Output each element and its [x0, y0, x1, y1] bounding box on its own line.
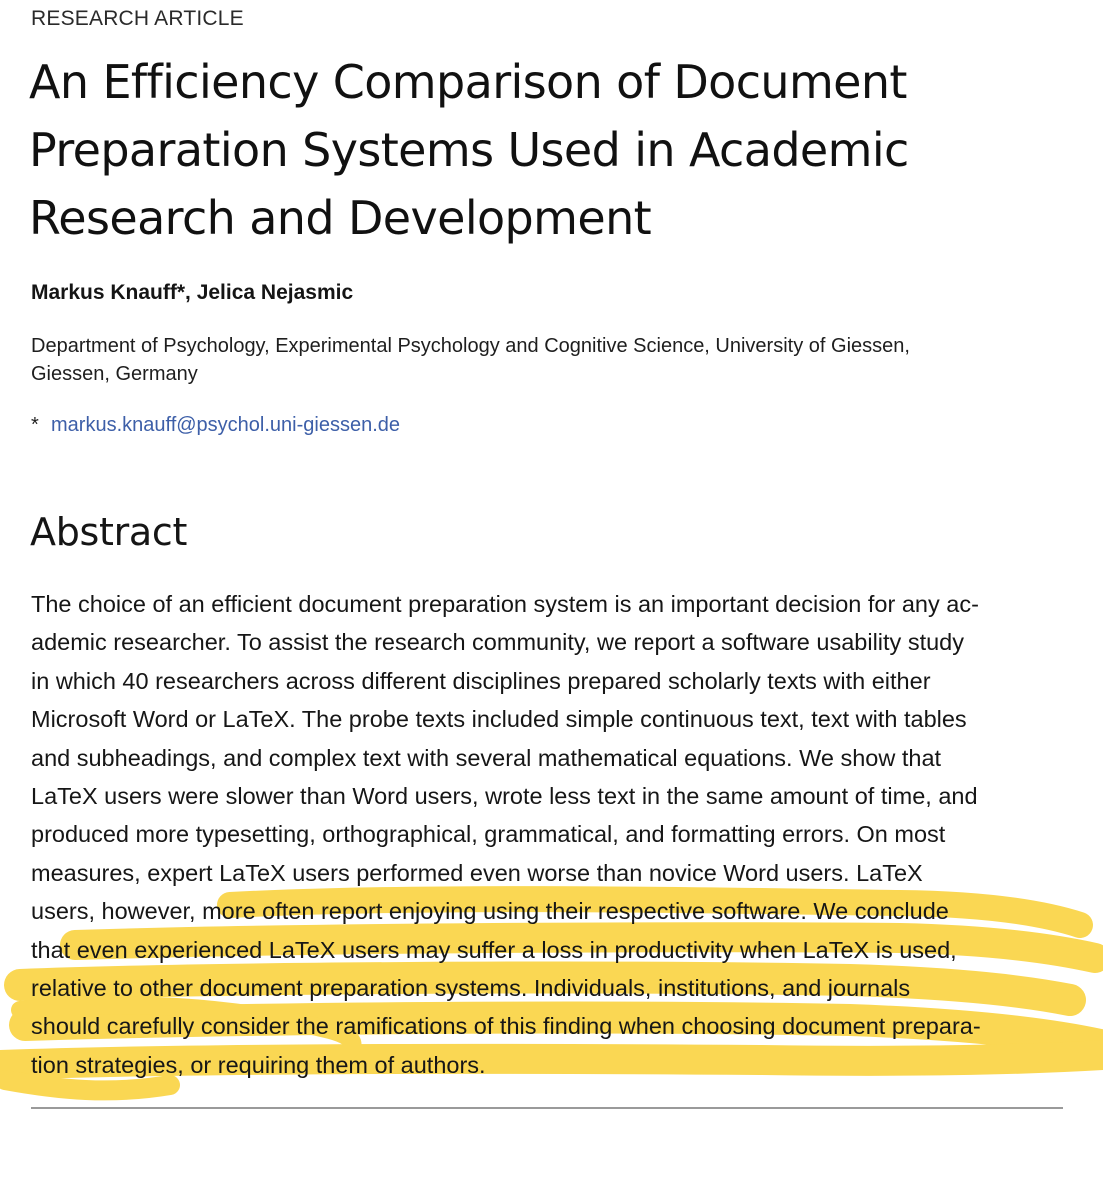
abstract-line: measures, expert LaTeX users performed even worse than novice Word users. LaTeX: [31, 859, 923, 886]
article-type-label: RESEARCH ARTICLE: [31, 7, 244, 30]
abstract-heading: Abstract: [30, 510, 188, 554]
abstract-line: ademic researcher. To assist the research community, we report a software usability study: [31, 629, 965, 656]
title-line: Preparation Systems Used in Academic: [29, 123, 909, 177]
abstract-line: The choice of an efficient document preparation system is an important decision for any ac-: [31, 591, 979, 617]
section-divider: [31, 1107, 1063, 1109]
correspondence-marker: *: [31, 414, 39, 436]
email-link[interactable]: markus.knauff@psychol.uni-giessen.de: [51, 414, 401, 436]
affiliation: [31, 332, 1011, 388]
abstract-line: that even experienced LaTeX users may suffer a loss in productivity when LaTeX is used,: [31, 936, 957, 963]
correspondence: [31, 414, 400, 437]
abstract-line: LaTeX users were slower than Word users, wrote less text in the same amount of time, and: [31, 783, 978, 810]
abstract-line: and subheadings, and complex text with several mathematical equations. We show that: [31, 744, 942, 771]
abstract-line: tion strategies, or requiring them of authors.: [31, 1051, 486, 1078]
abstract-line: users, however, more often report enjoying using their respective software. We conclude: [31, 898, 949, 925]
abstract-body: [31, 585, 1061, 1084]
article-title: [29, 48, 989, 252]
abstract-line: should carefully consider the ramifications of this finding when choosing document prepara-: [31, 1013, 981, 1040]
abstract-line: produced more typesetting, orthographical, grammatical, and formatting errors. On most: [31, 821, 946, 848]
title-line: Research and Development: [29, 191, 652, 245]
affiliation-line: Giessen, Germany: [31, 363, 198, 385]
abstract-line: in which 40 researchers across different disciplines prepared scholarly texts with either: [31, 667, 931, 694]
affiliation-line: Department of Psychology, Experimental Psychology and Cognitive Science, University of Giessen,: [31, 335, 910, 357]
title-line: An Efficiency Comparison of Document: [29, 55, 907, 109]
abstract-line: relative to other document preparation systems. Individuals, institutions, and journals: [31, 975, 911, 1002]
abstract-line: Microsoft Word or LaTeX. The probe texts included simple continuous text, text with tables: [31, 706, 967, 733]
author-list: Markus Knauff*, Jelica Nejasmic: [31, 281, 354, 304]
